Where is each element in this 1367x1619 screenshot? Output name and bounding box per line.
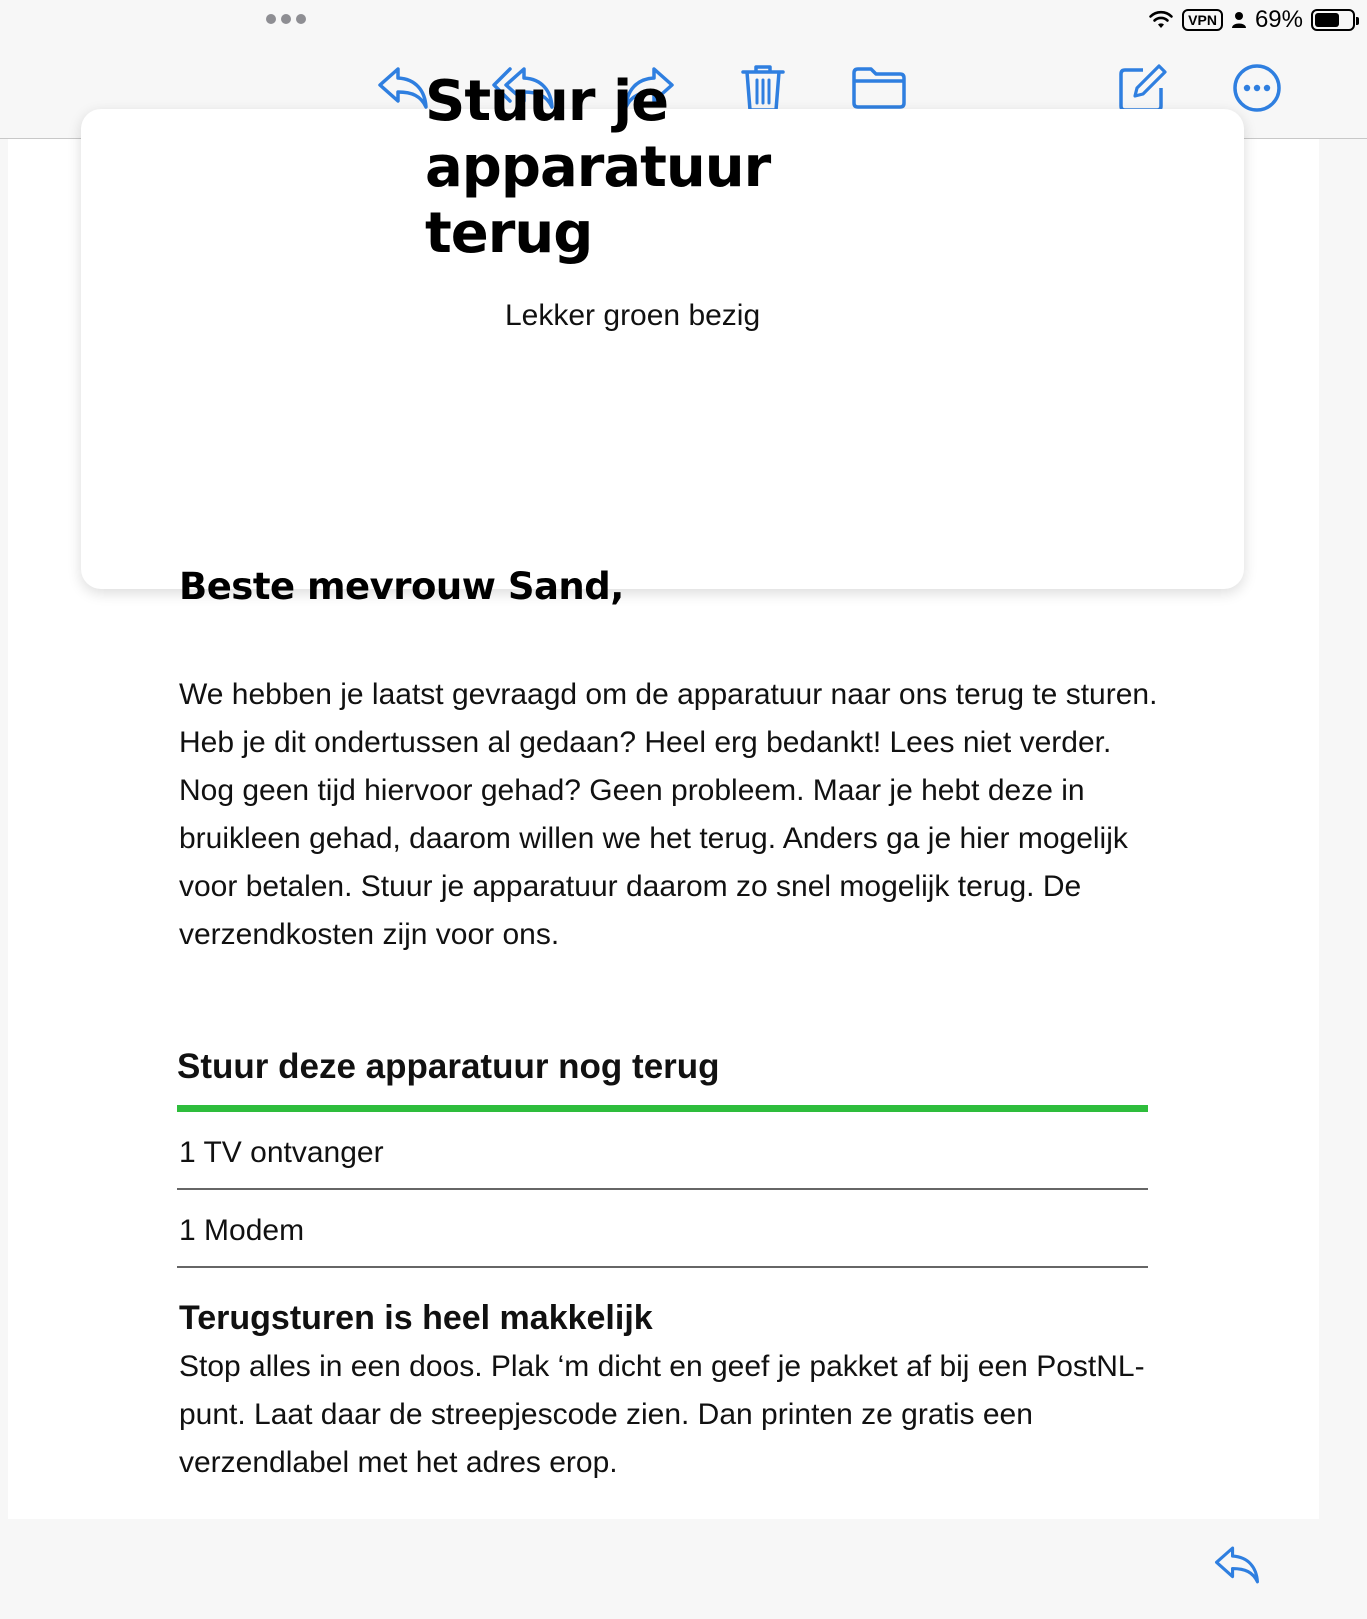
bottom-reply-button[interactable] <box>1207 1537 1267 1593</box>
hero-title-line: apparatuur <box>425 135 771 200</box>
battery-icon <box>1311 9 1355 31</box>
folder-icon <box>851 65 907 111</box>
hero-card <box>81 69 1244 589</box>
device-label: 1 Modem <box>179 1214 305 1247</box>
intro-paragraph: We hebben je laatst gevraagd om de apparatuur naar ons terug te sturen. Heb je dit ondertussen al gedaan? Heel erg bedankt! Lees niet verder. Nog geen tijd hiervoor gehad? Geen probleem. Maar je hebt deze in bruikleen gehad, daarom willen we het terug. Anders ga je hier mogelijk voor betalen. Stuur je apparatuur daarom zo snel mogelijk terug. De verzendkosten zijn voor ons. <box>179 678 1158 951</box>
hero-title <box>425 69 845 267</box>
status-bar <box>0 0 1367 40</box>
reply-icon <box>376 65 430 111</box>
vpn-badge: VPN <box>1182 9 1223 31</box>
hero-title-line: terug <box>425 201 593 266</box>
device-label: 1 TV ontvanger <box>179 1136 384 1169</box>
battery-percent: 69% <box>1254 6 1303 33</box>
wifi-icon <box>1148 10 1174 30</box>
list-item <box>177 1190 1148 1268</box>
hero-subtitle: Lekker groen bezig <box>505 299 761 332</box>
reply-icon <box>1213 1544 1261 1586</box>
email-body <box>8 69 1319 1519</box>
hero-title-line: Stuur je <box>425 69 669 134</box>
section-heading: Stuur deze apparatuur nog terug <box>177 1047 720 1086</box>
more-button[interactable] <box>1226 60 1288 116</box>
compose-button[interactable] <box>1112 60 1174 116</box>
compose-icon <box>1117 62 1169 114</box>
return-instructions-text: Stop alles in een doos. Plak ‘m dicht en geef je pakket af bij een PostNL-punt. Laat daar de streepjescode zien. Dan printen ze gratis een verzendlabel met het adres erop. <box>179 1350 1145 1479</box>
bottom-bar <box>0 1519 1367 1619</box>
person-icon <box>1231 11 1247 29</box>
section-divider <box>177 1105 1148 1112</box>
more-icon <box>1231 62 1283 114</box>
battery-level-fill <box>1315 13 1339 27</box>
greeting: Beste mevrouw Sand, <box>179 565 624 608</box>
return-instructions-heading: Terugsturen is heel makkelijk <box>179 1299 653 1337</box>
multitasking-dots-icon[interactable] <box>266 14 306 24</box>
move-to-folder-button[interactable] <box>848 60 910 116</box>
list-item <box>177 1112 1148 1190</box>
status-indicators <box>1148 6 1355 34</box>
